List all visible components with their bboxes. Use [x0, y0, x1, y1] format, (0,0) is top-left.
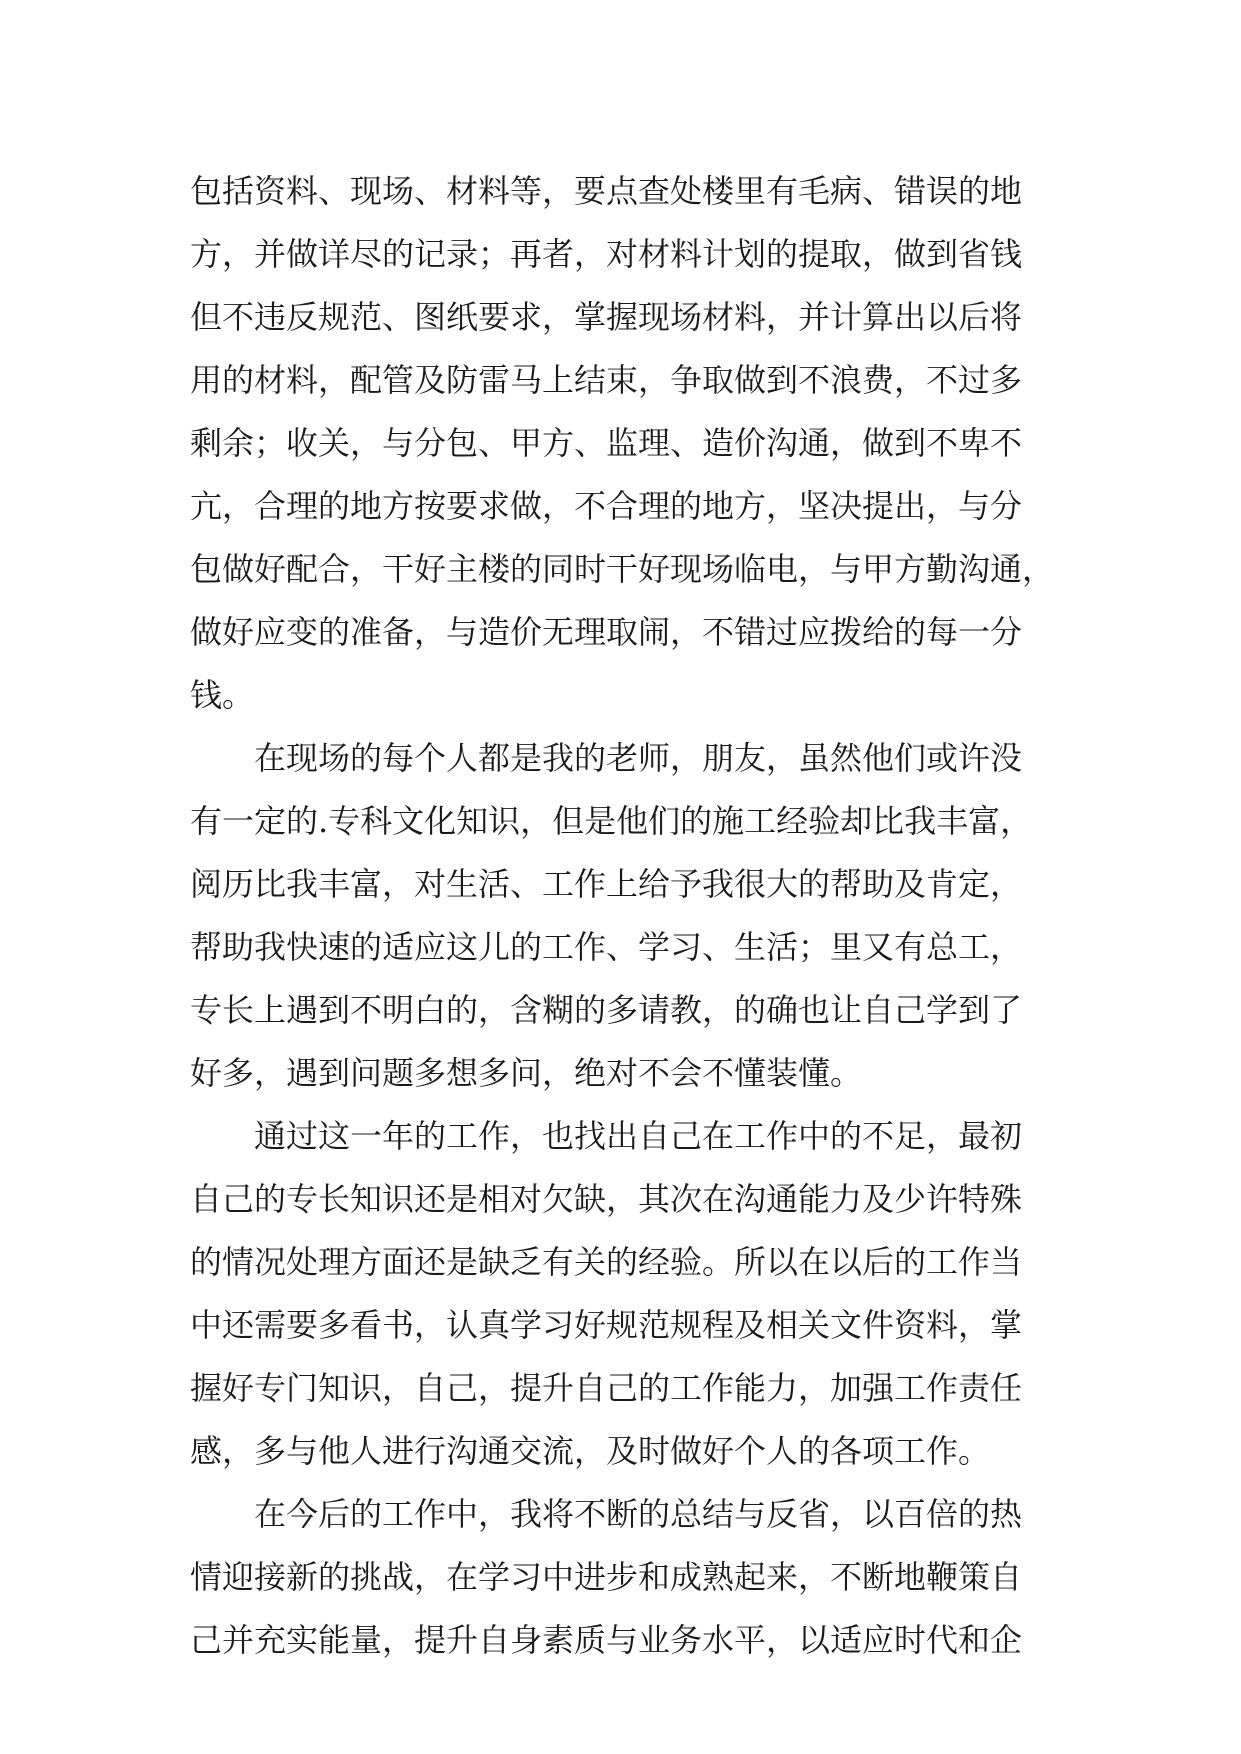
text-line: 但不违反规范、图纸要求，掌握现场材料，并计算出以后将	[190, 298, 1023, 336]
text-line: 包括资料、现场、材料等，要点查处楼里有毛病、错误的地	[190, 172, 1023, 210]
paragraph-start-line: 通过这一年的工作，也找出自己在工作中的不足，最初	[254, 1117, 1023, 1155]
text-line: 阅历比我丰富，对生活、工作上给予我很大的帮助及肯定，	[190, 865, 1023, 903]
text-line: 己并充实能量，提升自身素质与业务水平，以适应时代和企	[190, 1621, 1023, 1659]
text-line: 好多，遇到问题多想多问，绝对不会不懂装懂。	[190, 1054, 863, 1092]
text-line: 方，并做详尽的记录；再者，对材料计划的提取，做到省钱	[190, 235, 1023, 273]
text-line: 自己的专长知识还是相对欠缺，其次在沟通能力及少许特殊	[190, 1180, 1023, 1218]
text-line: 帮助我快速的适应这儿的工作、学习、生活；里又有总工，	[190, 928, 1023, 966]
text-line: 感，多与他人进行沟通交流，及时做好个人的各项工作。	[190, 1432, 991, 1470]
text-line: 的情况处理方面还是缺乏有关的经验。所以在以后的工作当	[190, 1243, 1023, 1281]
text-line: 有一定的.专科文化知识，但是他们的施工经验却比我丰富，	[190, 802, 1033, 840]
text-line: 亢，合理的地方按要求做，不合理的地方，坚决提出，与分	[190, 487, 1023, 525]
text-line: 做好应变的准备，与造价无理取闹，不错过应拨给的每一分	[190, 613, 1023, 651]
paragraph-start-line: 在今后的工作中，我将不断的总结与反省，以百倍的热	[254, 1495, 1023, 1533]
paragraph-start-line: 在现场的每个人都是我的老师，朋友，虽然他们或许没	[254, 739, 1023, 777]
text-line: 包做好配合，干好主楼的同时干好现场临电，与甲方勤沟通，	[190, 550, 1055, 588]
document-body	[190, 160, 1070, 1672]
text-line: 钱。	[190, 676, 255, 714]
text-line: 握好专门知识，自己，提升自己的工作能力，加强工作责任	[190, 1369, 1023, 1407]
text-line: 情迎接新的挑战，在学习中进步和成熟起来，不断地鞭策自	[190, 1558, 1023, 1596]
text-line: 专长上遇到不明白的，含糊的多请教，的确也让自己学到了	[190, 991, 1023, 1029]
text-line: 中还需要多看书，认真学习好规范规程及相关文件资料，掌	[190, 1306, 1023, 1344]
text-line: 用的材料，配管及防雷马上结束，争取做到不浪费，不过多	[190, 361, 1023, 399]
text-line: 剩余；收关，与分包、甲方、监理、造价沟通，做到不卑不	[190, 424, 1023, 462]
